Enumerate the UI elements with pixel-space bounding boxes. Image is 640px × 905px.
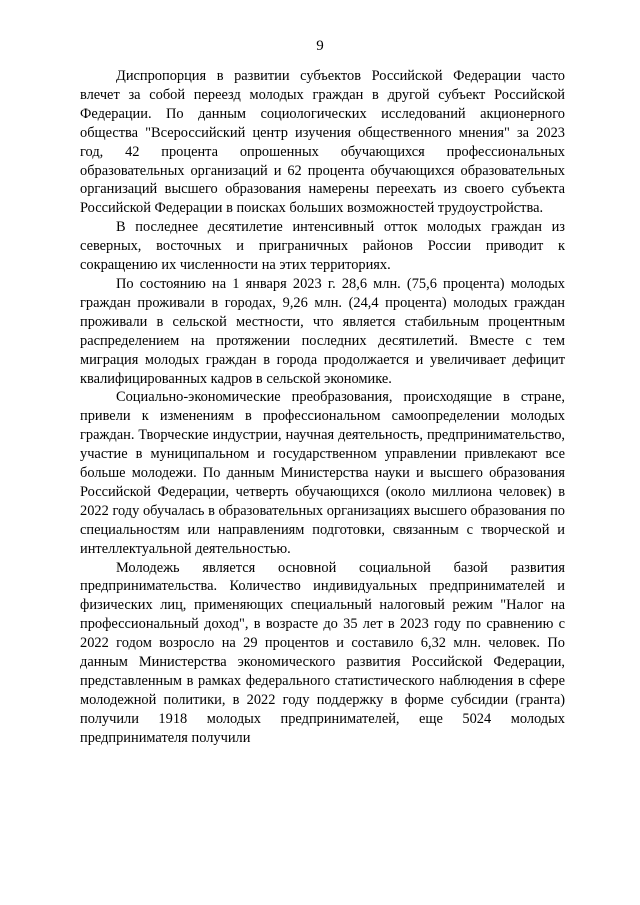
page-number: 9 — [316, 38, 324, 54]
paragraph-regional-disparity: Диспропорция в развитии субъектов Российской Федерации часто влечет за собой переезд молодых граждан в другой субъект Российской Федерации. По данным социологических исследований акционерного общества "Всероссийский центр изучения общественного мнения" за 2023 год, 42 процента опрошенных обучающихся профессиональных образовательных организаций и 62 процента обучающихся образовательных организаций высшего образования намерены переехать из своего субъекта Российской Федерации в поисках больших возможностей трудоустройства. — [80, 68, 565, 217]
paragraph-youth-outflow: В последнее десятилетие интенсивный отток молодых граждан из северных, восточных и приграничных районов России приводит к сокращению их численности на этих территориях. — [80, 219, 565, 274]
body-text — [80, 67, 565, 748]
paragraph-urban-rural-distribution: По состоянию на 1 января 2023 г. 28,6 млн. (75,6 процента) молодых граждан проживали в городах, 9,26 млн. (24,4 процента) молодых граждан проживали в сельской местности, что является стабильным процентным распределением на протяжении последних десятилетий. Вместе с тем миграция молодых граждан в города продолжается и увеличивает дефицит квалифицированных кадров в сельской экономике. — [80, 275, 565, 387]
paragraph-youth-entrepreneurship: Молодежь является основной социальной базой развития предпринимательства. Количество индивидуальных предпринимателей и физических лиц, применяющих специальный налоговый режим "Налог на профессиональный доход", в возрасте до 35 лет в 2023 году по сравнению с 2022 годом возросло на 29 процентов и составило 6,32 млн. человек. По данным Министерства экономического развития Российской Федерации, представленным в рамках федерального статистического наблюдения в сфере молодежной политики, в 2022 году поддержку в форме субсидии (гранта) получили 1918 молодых предпринимателей, еще 5024 молодых предпринимателя получили — [80, 559, 565, 746]
paragraph-professional-self-determination: Социально-экономические преобразования, происходящие в стране, привели к изменениям в профессиональном самоопределении молодых граждан. Творческие индустрии, научная деятельность, предпринимательство, участие в муниципальном и государственном управлении привлекают все больше молодежи. По данным Министерства науки и высшего образования Российской Федерации, четверть обучающихся (около миллиона человек) в 2022 году обучалась в образовательных организациях высшего образования по специальностям или направлениям подготовки, связанным с творческой и интеллектуальной деятельностью. — [80, 389, 565, 557]
